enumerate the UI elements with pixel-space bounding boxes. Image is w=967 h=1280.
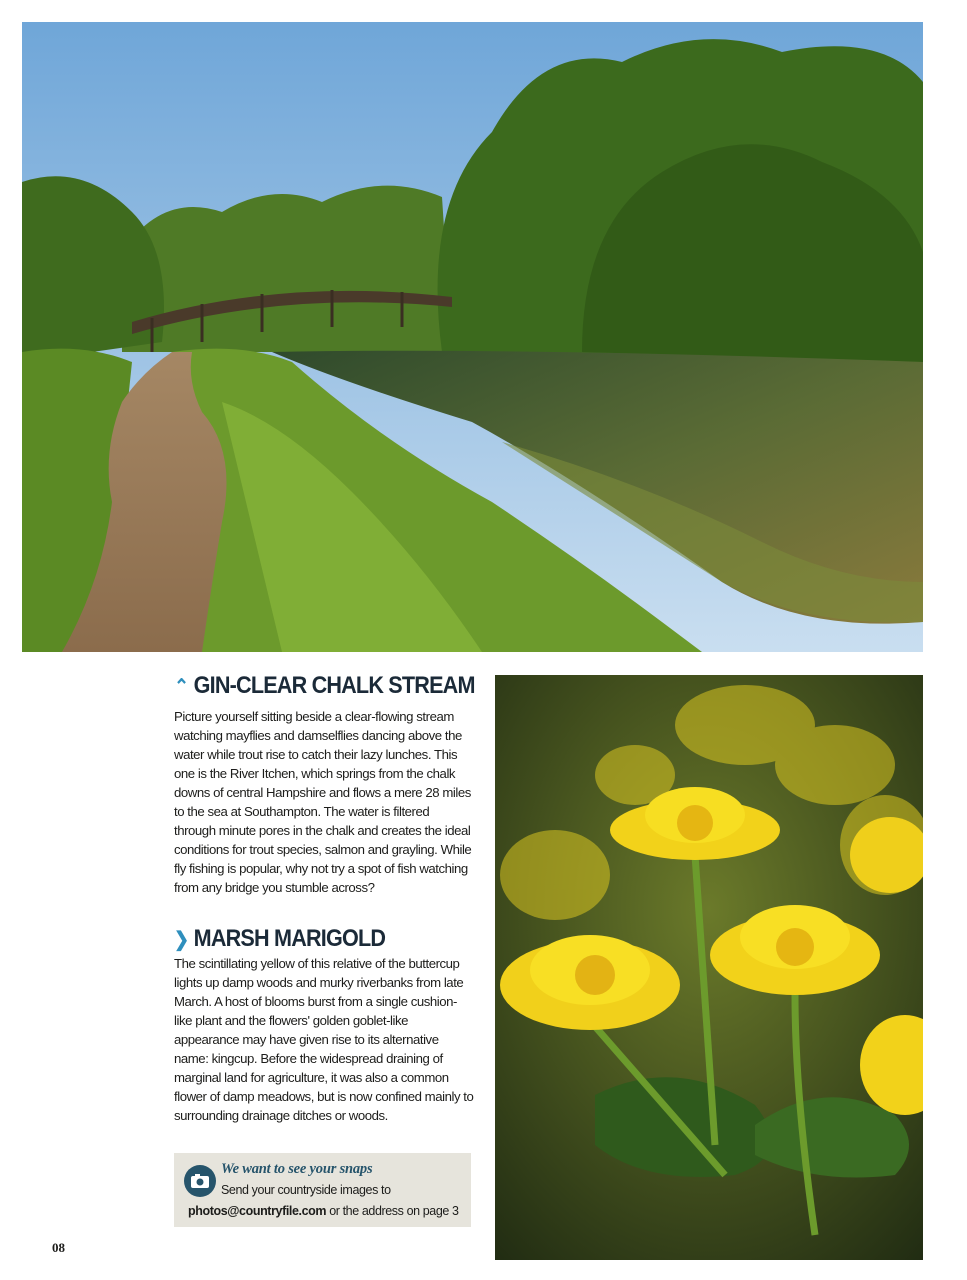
river-itchen-photo (22, 22, 923, 652)
marsh-marigold-heading (174, 925, 385, 954)
marsh-marigold-text: The scintillating yellow of this relative of the buttercup lights up damp woods and murky riverbanks from late March. A host of blooms burst from a single cushion-like plant and the flowers' golden goblet-like appearance may have given rise to its alternative name: kingcup. Before the widespread draining of marginal land for agriculture, it was also a common flower of damp meadows, but is now confined mainly to surrounding drainage ditches or woods. (174, 956, 474, 1123)
snaps-contact (188, 1204, 459, 1218)
marsh-marigold-photo (495, 675, 923, 1260)
snaps-contact-rest: or the address on page 3 (326, 1204, 459, 1218)
snaps-callout (174, 1153, 471, 1227)
chalk-stream-heading-text: GIN-CLEAR CHALK STREAM (193, 672, 475, 699)
marsh-marigold-heading-text: MARSH MARIGOLD (193, 925, 386, 952)
snaps-instruction: Send your countryside images to (221, 1183, 391, 1197)
chalk-stream-text: Picture yourself sitting beside a clear-flowing stream watching mayflies and damselflies dancing above the water while trout rise to catch their lazy lunches. This one is the River Itchen, which springs from the chalk downs of central Hampshire and flows a mere 28 miles to the sea at Southampton. The water is filtered through minute pores in the chalk and creates the ideal conditions for trout species, salmon and grayling. While fly fishing is popular, why not try a spot of fish watching from any bridge you stumble across? (174, 709, 472, 895)
camera-icon (184, 1165, 216, 1197)
arrow-up-icon: ⌃ (174, 676, 189, 698)
page-number: 08 (52, 1240, 65, 1255)
chalk-stream-heading (174, 672, 475, 701)
arrow-right-icon: ❯ (174, 929, 189, 951)
snaps-email-link[interactable]: photos@countryfile.com (188, 1204, 327, 1218)
snaps-title: We want to see your snaps (221, 1161, 373, 1177)
